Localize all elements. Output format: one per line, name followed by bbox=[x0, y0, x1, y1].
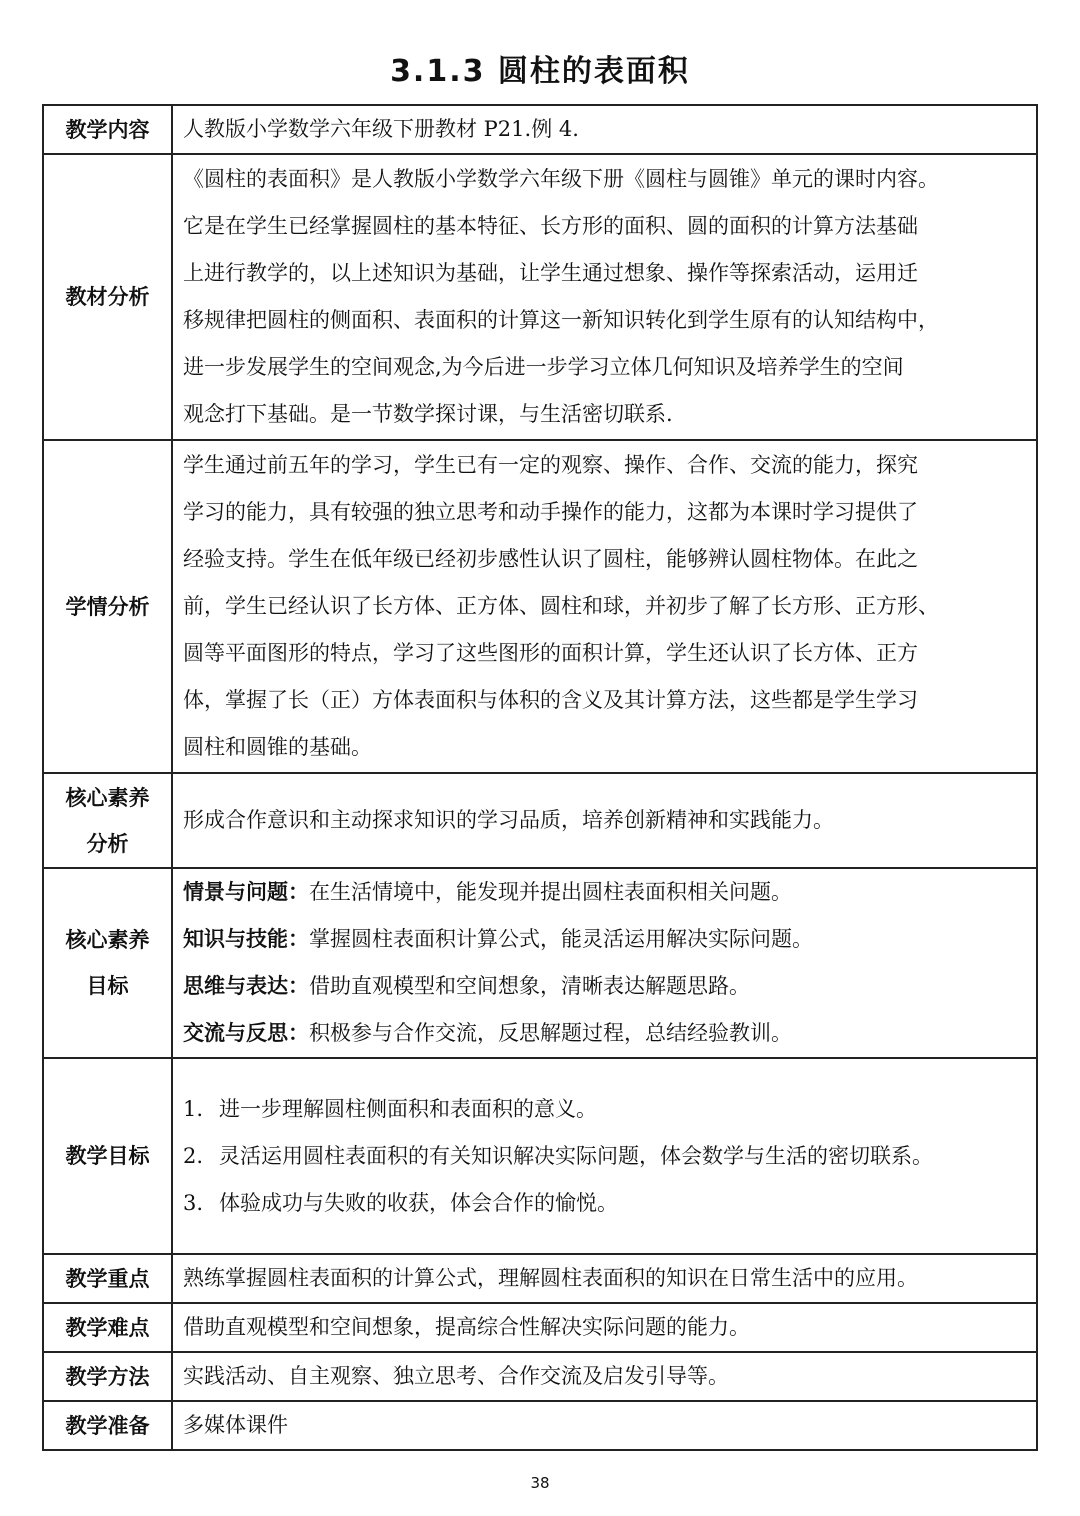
value-core-goals bbox=[172, 868, 1037, 1058]
text-line: 体，掌握了长（正）方体表面积与体积的含义及其计算方法，这些都是学生学习 bbox=[183, 688, 918, 712]
goal-head: 思维与表达： bbox=[183, 974, 309, 998]
label-line: 核心素养 bbox=[65, 785, 150, 810]
text-line: 前，学生已经认识了长方体、正方体、圆柱和球，并初步了解了长方形、正方形、 bbox=[183, 594, 939, 618]
objective-item bbox=[183, 1133, 1026, 1180]
objective-number: 3. bbox=[183, 1190, 204, 1215]
text-line: 学生通过前五年的学习，学生已有一定的观察、操作、合作、交流的能力，探究 bbox=[183, 453, 918, 477]
value-key-point: 熟练掌握圆柱表面积的计算公式，理解圆柱表面积的知识在日常生活中的应用。 bbox=[172, 1254, 1037, 1303]
page-number: 38 bbox=[530, 1474, 550, 1492]
value-material-analysis bbox=[172, 154, 1037, 440]
objective-text: 进一步理解圆柱侧面积和表面积的意义。 bbox=[219, 1096, 597, 1121]
row-core-analysis bbox=[43, 773, 1037, 868]
label-difficulty: 教学难点 bbox=[43, 1303, 172, 1352]
page-title: 3.1.3 圆柱的表面积 bbox=[390, 54, 690, 89]
objective-number: 2. bbox=[183, 1143, 204, 1168]
goal-head: 交流与反思： bbox=[183, 1021, 309, 1045]
text-line: 进一步发展学生的空间观念,为今后进一步学习立体几何知识及培养学生的空间 bbox=[183, 355, 904, 379]
objective-item bbox=[183, 1086, 1026, 1133]
label-core-goals bbox=[43, 868, 172, 1058]
label-method: 教学方法 bbox=[43, 1352, 172, 1401]
value-core-analysis: 形成合作意识和主动探求知识的学习品质，培养创新精神和实践能力。 bbox=[172, 773, 1037, 868]
objective-item bbox=[183, 1180, 1026, 1227]
value-teaching-objectives bbox=[172, 1058, 1037, 1254]
objective-text: 灵活运用圆柱表面积的有关知识解决实际问题，体会数学与生活的密切联系。 bbox=[219, 1143, 933, 1168]
row-preparation bbox=[43, 1401, 1037, 1450]
goal-text: 积极参与合作交流，反思解题过程，总结经验教训。 bbox=[309, 1021, 792, 1045]
label-core-analysis bbox=[43, 773, 172, 868]
row-student-analysis bbox=[43, 440, 1037, 773]
row-core-goals bbox=[43, 868, 1037, 1058]
text-line: 《圆柱的表面积》是人教版小学数学六年级下册《圆柱与圆锥》单元的课时内容。 bbox=[183, 167, 939, 191]
label-line: 目标 bbox=[86, 974, 129, 998]
goal-item bbox=[183, 963, 1026, 1010]
goal-item bbox=[183, 1010, 1026, 1057]
row-teaching-content bbox=[43, 105, 1037, 154]
lesson-plan-table bbox=[42, 104, 1038, 1451]
text-line: 圆等平面图形的特点，学习了这些图形的面积计算，学生还认识了长方体、正方 bbox=[183, 641, 918, 665]
goal-text: 借助直观模型和空间想象，清晰表达解题思路。 bbox=[309, 974, 750, 998]
value-student-analysis bbox=[172, 440, 1037, 773]
objective-number: 1. bbox=[183, 1096, 204, 1121]
goal-item bbox=[183, 869, 1026, 916]
text-line: 经验支持。学生在低年级已经初步感性认识了圆柱，能够辨认圆柱物体。在此之 bbox=[183, 547, 918, 571]
value-difficulty: 借助直观模型和空间想象，提高综合性解决实际问题的能力。 bbox=[172, 1303, 1037, 1352]
row-method bbox=[43, 1352, 1037, 1401]
goal-head: 知识与技能： bbox=[183, 927, 309, 951]
goal-text: 掌握圆柱表面积计算公式，能灵活运用解决实际问题。 bbox=[309, 927, 813, 951]
label-teaching-objectives: 教学目标 bbox=[43, 1058, 172, 1254]
row-difficulty bbox=[43, 1303, 1037, 1352]
goal-head: 情景与问题： bbox=[183, 880, 309, 904]
text-line: 它是在学生已经掌握圆柱的基本特征、长方形的面积、圆的面积的计算方法基础 bbox=[183, 214, 918, 238]
text-line: 上进行教学的，以上述知识为基础，让学生通过想象、操作等探索活动，运用迁 bbox=[183, 261, 918, 285]
row-teaching-objectives bbox=[43, 1058, 1037, 1254]
text-line: 学习的能力，具有较强的独立思考和动手操作的能力，这都为本课时学习提供了 bbox=[183, 500, 918, 524]
text-line: 圆柱和圆锥的基础。 bbox=[183, 735, 372, 759]
value-teaching-content: 人教版小学数学六年级下册教材 P21.例 4. bbox=[172, 105, 1037, 154]
label-preparation: 教学准备 bbox=[43, 1401, 172, 1450]
label-line: 分析 bbox=[86, 831, 129, 856]
row-material-analysis bbox=[43, 154, 1037, 440]
label-line: 核心素养 bbox=[65, 928, 150, 952]
label-material-analysis: 教材分析 bbox=[43, 154, 172, 440]
text-line: 移规律把圆柱的侧面积、表面积的计算这一新知识转化到学生原有的认知结构中， bbox=[183, 308, 939, 332]
row-key-point bbox=[43, 1254, 1037, 1303]
label-teaching-content: 教学内容 bbox=[43, 105, 172, 154]
goal-text: 在生活情境中，能发现并提出圆柱表面积相关问题。 bbox=[309, 880, 792, 904]
value-preparation: 多媒体课件 bbox=[172, 1401, 1037, 1450]
label-key-point: 教学重点 bbox=[43, 1254, 172, 1303]
label-student-analysis: 学情分析 bbox=[43, 440, 172, 773]
value-method: 实践活动、自主观察、独立思考、合作交流及启发引导等。 bbox=[172, 1352, 1037, 1401]
text-line: 观念打下基础。是一节数学探讨课，与生活密切联系. bbox=[183, 402, 673, 426]
objective-text: 体验成功与失败的收获，体会合作的愉悦。 bbox=[219, 1190, 618, 1215]
goal-item bbox=[183, 916, 1026, 963]
